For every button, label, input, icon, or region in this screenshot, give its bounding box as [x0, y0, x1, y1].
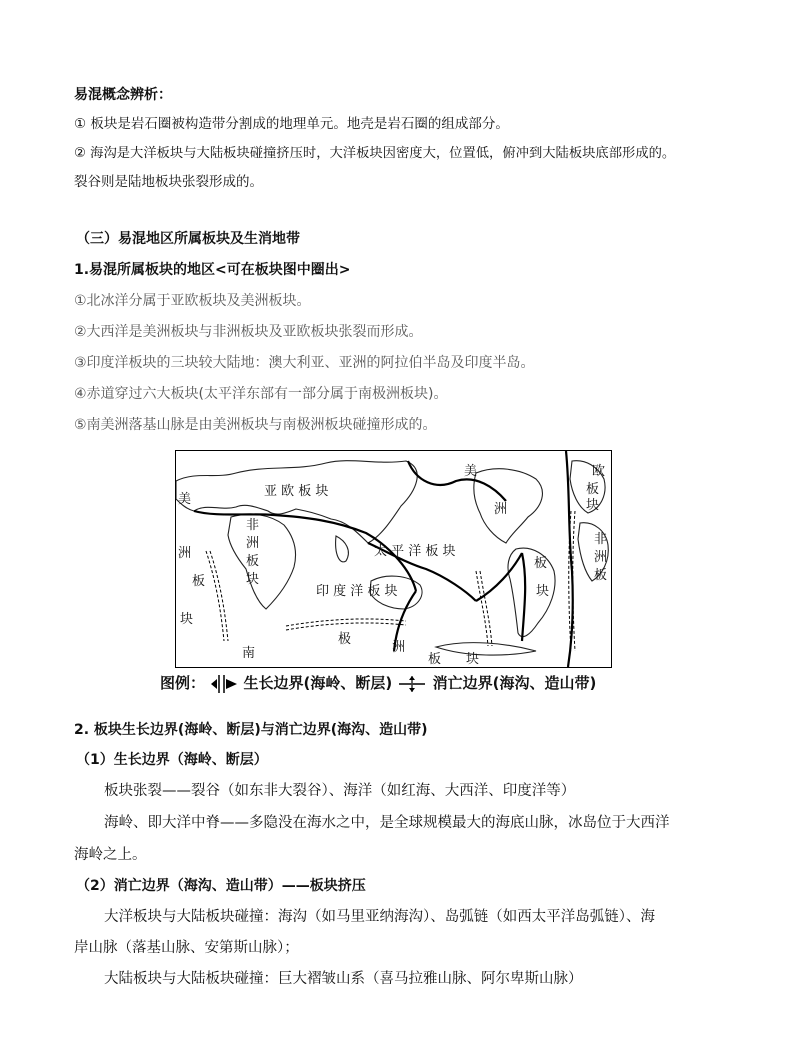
growth-line-1: 板块张裂——裂谷（如东非大裂谷）、海洋（如红海、大西洋、印度洋等） [104, 783, 576, 799]
label-antarctic: 极 [338, 632, 352, 647]
section-heading-confusing-concepts: 易混概念辨析： [74, 87, 172, 103]
growth-line-3: 海岭之上。 [74, 847, 147, 863]
subduction-line-1: 大洋板块与大陆板块碰撞：海沟（如马里亚纳海沟）、岛弧链（如西太平洋岛弧链）、海 [104, 909, 655, 925]
label-right-column: 板 [586, 482, 600, 497]
subduction-boundary-icon [397, 674, 427, 694]
label-south-america: 板 [534, 556, 548, 571]
map-legend [160, 672, 596, 694]
label-america-left: 洲 [178, 546, 192, 561]
subheading-plate-regions: 1.易混所属板块的地区<可在板块图中圈出> [74, 262, 351, 278]
label-america-right: 洲 [494, 502, 508, 517]
label-africa-plate: 块 [246, 572, 260, 587]
label-antarctic: 块 [466, 652, 480, 667]
legend-growth-label: 生长边界(海岭、断层) [243, 674, 393, 692]
subheading-subduction-boundary: （2）消亡边界（海沟、造山带）——板块挤压 [76, 878, 366, 894]
label-eurasia-plate: 亚 欧 板 块 [264, 484, 329, 499]
label-indian-plate: 印 度 洋 板 块 [316, 584, 398, 599]
subheading-growth-boundary: （1）生长边界（海岭、断层） [76, 752, 268, 768]
label-antarctic: 板 [428, 652, 442, 667]
label-america-right: 美 [464, 464, 478, 479]
label-south-america: 块 [536, 584, 550, 599]
subduction-line-3: 大陆板块与大陆板块碰撞：巨大褶皱山系（喜马拉雅山脉、阿尔卑斯山脉） [104, 971, 583, 987]
concept-item-2-line-1: ② 海沟是大洋板块与大陆板块碰撞挤压时，大洋板块因密度大，位置低，俯冲到大陆板块底部形成的。 [74, 146, 676, 161]
region-list-item: ④赤道穿过六大板块(太平洋东部有一部分属于南极洲板块)。 [74, 386, 448, 402]
region-list-item: ⑤南美洲落基山脉是由美洲板块与南极洲板块碰撞形成的。 [74, 417, 437, 433]
label-pacific-plate: 太 平 洋 板 块 [374, 544, 456, 559]
label-america-left: 美 [178, 492, 192, 507]
concept-item-2-line-2: 裂谷则是陆地板块张裂形成的。 [74, 174, 263, 190]
subduction-line-2: 岸山脉（落基山脉、安第斯山脉）； [74, 940, 299, 956]
label-antarctic: 南 [242, 646, 256, 661]
growth-boundary-icon [210, 674, 238, 694]
label-right-column: 块 [586, 498, 600, 513]
label-africa-plate: 非 [246, 518, 260, 533]
label-right-column: 洲 [594, 550, 608, 565]
label-antarctic: 洲 [392, 640, 406, 655]
label-africa-plate: 洲 [246, 536, 260, 551]
label-right-column: 欧 [592, 464, 606, 479]
region-list-item: ③印度洋板块的三块较大陆地：澳大利亚、亚洲的阿拉伯半岛及印度半岛。 [74, 355, 535, 371]
region-list-item: ②大西洋是美洲板块与非洲板块及亚欧板块张裂而形成。 [74, 324, 423, 340]
legend-subduction-label: 消亡边界(海沟、造山带) [432, 674, 597, 692]
region-list-item: ①北冰洋分属于亚欧板块及美洲板块。 [74, 293, 311, 309]
label-right-column: 非 [594, 532, 608, 547]
section-heading-confusing-regions: （三）易混地区所属板块及生消地带 [76, 231, 300, 247]
plate-map [175, 450, 612, 668]
label-africa-plate: 板 [246, 554, 260, 569]
growth-line-2: 海岭、即大洋中脊——多隐没在海水之中，是全球规模最大的海底山脉，冰岛位于大西洋 [104, 815, 670, 831]
label-right-column: 板 [594, 568, 608, 583]
section-heading-boundaries: 2. 板块生长边界(海岭、断层)与消亡边界(海沟、造山带) [74, 722, 428, 738]
label-america-left: 板 [192, 574, 206, 589]
ridge-lines [206, 511, 575, 651]
label-america-left: 块 [180, 612, 194, 627]
concept-item-1: ① 板块是岩石圈被构造带分割成的地理单元。地壳是岩石圈的组成部分。 [74, 116, 509, 132]
legend-prefix: 图例： [160, 674, 206, 692]
